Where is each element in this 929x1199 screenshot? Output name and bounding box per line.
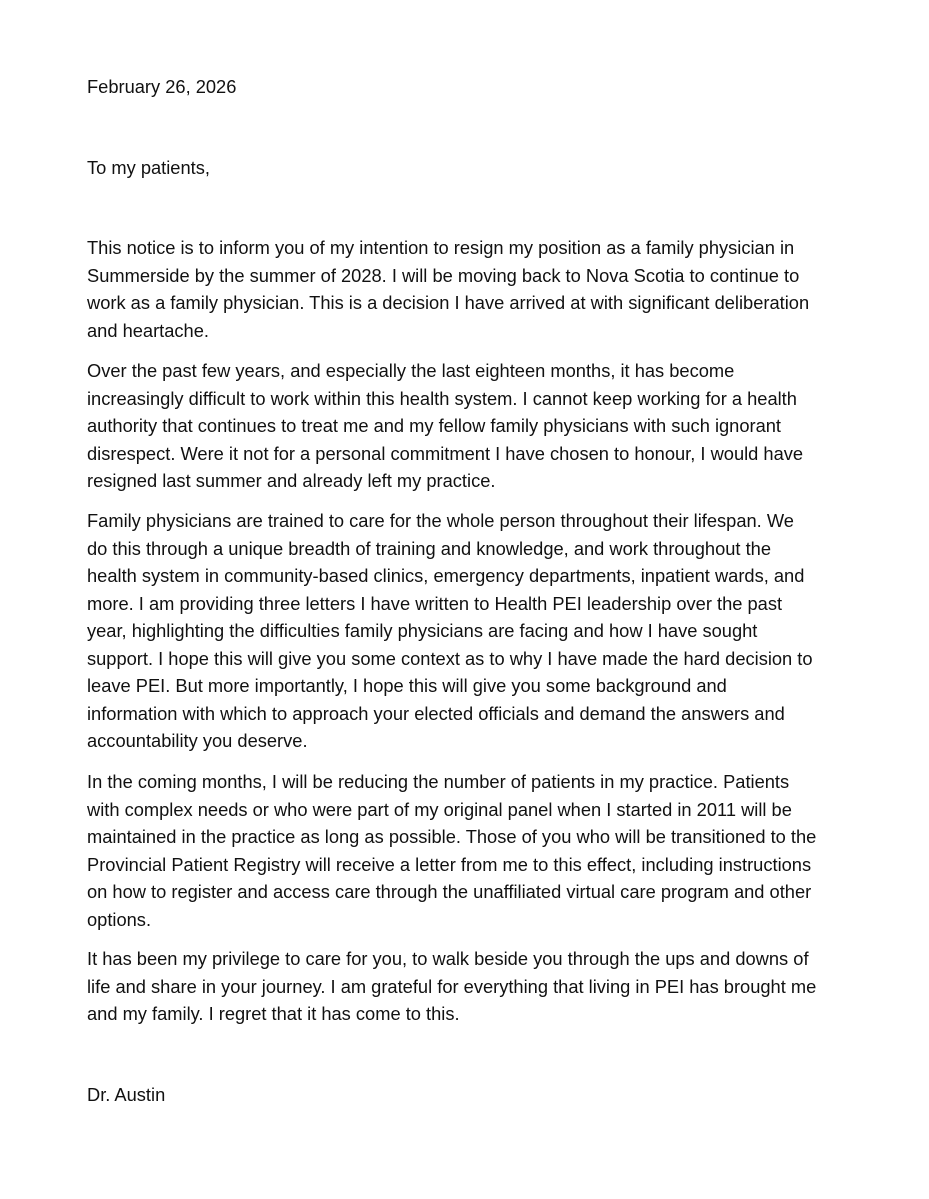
paragraph-line: year, highlighting the difficulties family physicians are facing and how I have sought <box>87 620 758 641</box>
paragraph-line: In the coming months, I will be reducing the number of patients in my practice. Patients <box>87 771 790 792</box>
paragraph-line: information with which to approach your elected officials and demand the answers and <box>87 702 785 724</box>
paragraph-line: health system in community-based clinics, emergency departments, inpatient wards, and <box>87 565 805 586</box>
paragraph-line: Family physicians are trained to care for the whole person throughout their lifespan. We <box>87 510 794 531</box>
paragraph-line: and my family. I regret that it has come to this. <box>87 1003 460 1024</box>
letter-signature: Dr. Austin <box>87 1084 166 1105</box>
paragraph-line: resigned last summer and already left my practice. <box>87 470 496 491</box>
paragraph-line: support. I hope this will give you some context as to why I have made the hard decision to <box>87 647 813 669</box>
letter-paragraph-family-physicians <box>87 507 847 755</box>
letter-salutation: To my patients, <box>87 157 210 178</box>
paragraph-line: life and share in your journey. I am grateful for everything that living in PEI has brought me <box>87 975 817 997</box>
paragraph-line: work as a family physician. This is a decision I have arrived at with significant deliberation <box>87 292 810 313</box>
paragraph-line: increasingly difficult to work within this health system. I cannot keep working for a health <box>87 387 797 409</box>
paragraph-line: Provincial Patient Registry will receive a letter from me to this effect, including instructions <box>87 853 812 875</box>
paragraph-line: more. I am providing three letters I have written to Health PEI leadership over the past <box>87 592 783 614</box>
letter-date: February 26, 2026 <box>87 76 237 97</box>
letter-paragraph-health-system <box>87 357 847 495</box>
paragraph-line: Over the past few years, and especially the last eighteen months, it has become <box>87 360 735 381</box>
paragraph-line: with complex needs or who were part of my original panel when I started in 2011 will be <box>87 798 792 820</box>
paragraph-line: on how to register and access care through the unaffiliated virtual care program and other <box>87 881 812 902</box>
letter-paragraph-intention <box>87 234 847 344</box>
letter-paragraph-reducing-patients <box>87 768 847 933</box>
paragraph-line: do this through a unique breadth of training and knowledge, and work throughout the <box>87 537 772 559</box>
paragraph-line: disrespect. Were it not for a personal commitment I have chosen to honour, I would have <box>87 442 804 464</box>
paragraph-line: It has been my privilege to care for you, to walk beside you through the ups and downs of <box>87 948 809 969</box>
paragraph-line: leave PEI. But more importantly, I hope this will give you some background and <box>87 675 727 696</box>
paragraph-line: options. <box>87 908 152 930</box>
letter-paragraph-privilege <box>87 945 847 1028</box>
paragraph-line: Summerside by the summer of 2028. I will be moving back to Nova Scotia to continue to <box>87 264 800 286</box>
paragraph-line: This notice is to inform you of my intention to resign my position as a family physician in <box>87 237 795 258</box>
paragraph-line: and heartache. <box>87 319 209 341</box>
paragraph-line: maintained in the practice as long as possible. Those of you who will be transitioned to the <box>87 826 817 847</box>
paragraph-line: authority that continues to treat me and my fellow family physicians with such ignorant <box>87 415 782 436</box>
paragraph-line: accountability you deserve. <box>87 730 308 751</box>
